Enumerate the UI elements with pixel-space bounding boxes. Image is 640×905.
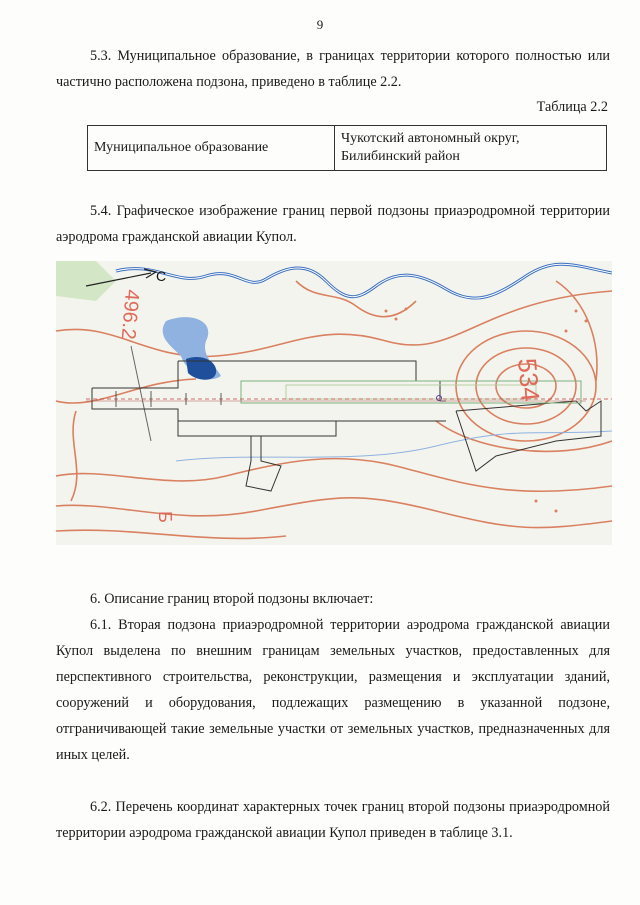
map-label-right-code: 534	[512, 356, 546, 403]
table-row	[88, 126, 607, 171]
section-6-heading: 6. Описание границ второй подзоны включает:	[90, 591, 374, 607]
map-label-bottom-letter: Б	[155, 511, 175, 523]
page-number: 9	[316, 17, 324, 32]
paragraph-5-3: 5.3. Муниципальное образование, в границах территории которого полностью или частично расположена подзона, приведено в таблице 2.2.	[56, 48, 610, 90]
map-drawing	[56, 261, 612, 545]
map-dots	[385, 308, 588, 513]
map-label-left-code: 496.2	[116, 288, 143, 341]
subzone-map	[56, 261, 612, 545]
map-label-top-letter: С	[156, 268, 167, 284]
value-line-2: Билибинский район	[341, 149, 460, 164]
vegetation-patch	[56, 261, 116, 301]
table-cell-label: Муниципальное образование	[88, 126, 335, 171]
paragraph-6-1: 6.1. Вторая подзона приаэродромной территории аэродрома гражданской авиации Купол выделена по внешним границам земельных участков, предоставленных для перспективного строительства, реконструкции, размещения и эксплуатации зданий, сооружений и оборудования, подлежащих размещению в указанной подзоне, отграничивающей такие земельные участки от земельных участков, предназначенных для иных целей.	[56, 617, 610, 763]
lake-dark	[186, 357, 216, 380]
table-cell-value	[335, 126, 607, 171]
paragraph-6-2: 6.2. Перечень координат характерных точек границ второй подзоны приаэродромной территории аэродрома гражданской авиации Купол приведен в таблице 3.1.	[56, 799, 610, 841]
paragraph-5-4: 5.4. Графическое изображение границ первой подзоны приаэродромной территории аэродрома гражданской авиации Купол.	[56, 203, 610, 245]
value-line-1: Чукотский автономный округ,	[341, 131, 520, 146]
table-caption: Таблица 2.2	[536, 99, 608, 115]
municipality-table	[87, 125, 607, 171]
